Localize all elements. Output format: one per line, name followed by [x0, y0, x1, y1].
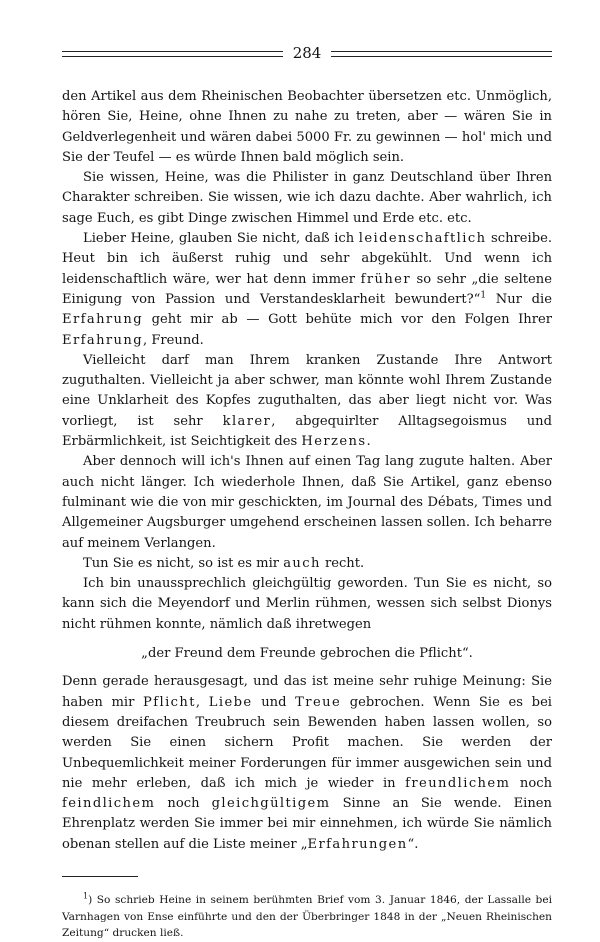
header-rule-right	[331, 51, 552, 57]
spaced-word: klarer	[222, 413, 272, 429]
text-run: , abgequirlter Alltagsegoismus und Erbärmlichkeit, ist Seichtigkeit des	[62, 413, 552, 450]
text-run: Nur die	[486, 291, 552, 307]
spaced-word: Liebe	[208, 694, 253, 710]
paragraph	[62, 351, 552, 452]
text-run: schreibe. Heut bin ich äußerst ruhig und sehr abgekühlt. Und wenn ich leidenschaftlich wäre, wer hat denn immer	[62, 231, 552, 287]
spaced-word: leidenschaftlich	[358, 231, 487, 247]
page-body	[62, 87, 552, 942]
text-run: ,	[195, 694, 209, 710]
text-run: Denn gerade herausgesagt, und das ist meine sehr ruhige Meinung: Sie haben mir	[62, 674, 552, 710]
paragraph-text: Ich bin unaussprechlich gleichgültig geworden. Tun Sie es nicht, so kann sich die Meyendorf und Merlin rühmen, wessen sich selbst Dionys nicht rühmen konnte, nämlich daß ihretwegen	[62, 576, 552, 632]
paragraph-text: den Artikel aus dem Rheinischen Beobachter übersetzen etc. Unmöglich, hören Sie, Heine, ohne Ihnen zu nahe zu treten, aber — wären Sie in Geldverlegenheit und wären dabei 5000 Fr. zu gewinnen — hol' mich und Sie der Teufel — es würde Ihnen bald möglich sein.	[62, 89, 552, 165]
paragraph	[62, 87, 552, 168]
text-run: Tun Sie es nicht, so ist es mir	[83, 555, 284, 571]
footnote-text: ) So schrieb Heine in seinem berühmten Brief vom 3. Januar 1846, der Lassalle bei Varnhagen von Ense einführte und den der Überbringer 1848 in der „Neuen Rheinischen Zeitung“ drucken ließ.	[62, 893, 552, 940]
paragraph-text: Aber dennoch will ich's Ihnen auf einen Tag lang zugute halten. Aber auch nicht länger. Ich wiederhole Ihnen, daß Sie Artikel, ganz ebenso fulminant wie die von mir geschickten, im Journal des Débats, Times und Allgemeiner Augsburger umgehend erscheinen lassen sollen. Ich beharre auf meinem Verlangen.	[62, 454, 552, 551]
quoted-line	[62, 644, 552, 664]
page-header	[62, 46, 552, 61]
footnote-mark: 1	[83, 891, 89, 901]
paragraph	[62, 452, 552, 553]
text-run: noch	[510, 775, 552, 791]
paragraph	[62, 554, 552, 574]
paragraph	[62, 574, 552, 635]
footnote	[62, 892, 552, 942]
footnote-reference: 1	[480, 290, 487, 301]
text-run: , Freund.	[143, 332, 204, 348]
text-run: und	[252, 694, 296, 710]
text-run: Lieber Heine, glauben Sie nicht, daß ich	[83, 231, 359, 247]
text-run: recht.	[320, 555, 365, 571]
text-run: .	[366, 434, 371, 450]
paragraph-text: Sie wissen, Heine, was die Philister in ganz Deutschland über Ihren Charakter schreiben. Sie wissen, wie ich dazu dachte. Aber wahrlich, ich sage Euch, es gibt Dinge zwischen Himmel und Erde etc. etc.	[62, 170, 552, 226]
spaced-word: freundlichem	[405, 775, 511, 791]
spaced-word: gleichgültigem	[211, 796, 331, 812]
text-run: so sehr „die seltene Einigung von Passion und Verstandesklarheit bewundert?“	[62, 271, 552, 307]
page-number: 284	[292, 44, 322, 62]
text-run: Sinne an Sie wende. Einen Ehrenplatz werden Sie immer bei mir einnehmen, ich würde Sie nämlich obenan stellen auf die Liste meiner „	[62, 796, 552, 852]
paragraph	[62, 229, 552, 351]
spaced-word: Herzens	[301, 434, 367, 450]
quote-text: „der Freund dem Freunde gebrochen die Pflicht“.	[141, 646, 473, 662]
closing-paragraph	[62, 672, 552, 855]
spaced-word: feindlichem	[62, 796, 156, 812]
spaced-word: früher	[360, 271, 411, 287]
text-run: noch	[155, 796, 212, 812]
text-run: geht mir ab — Gott behüte mich vor den Folgen Ihrer	[143, 312, 552, 328]
text-run: “.	[407, 836, 419, 852]
spaced-word: Treue	[295, 694, 342, 710]
spaced-word: auch	[283, 555, 321, 571]
spaced-word: Erfahrung	[62, 312, 144, 328]
paragraph	[62, 168, 552, 229]
text-run: Vielleicht darf man Ihrem kranken Zustande Ihre Antwort zuguthalten. Vielleicht ja aber schwer, man könnte wohl Ihrem Zustande eine Unklarheit des Kopfes zuguthalten, das aber liegt nicht vor. Was vorliegt, ist sehr	[62, 352, 552, 429]
spaced-word: Erfahrungen	[307, 836, 408, 852]
spaced-word: Erfahrung	[62, 332, 144, 348]
text-run: gebrochen. Wenn Sie es bei diesem dreifachen Treubruch sein Bewenden haben lassen wollen, so werden Sie einen sichern Profit machen. Sie werden der Unbequemlichkeit meiner Forderungen für immer ausgewichen sein und nie mehr erleben, daß ich mich je wieder in	[62, 694, 552, 791]
footnote-divider	[62, 876, 138, 877]
header-rule-left	[62, 51, 283, 57]
spaced-word: Pflicht	[143, 694, 196, 710]
